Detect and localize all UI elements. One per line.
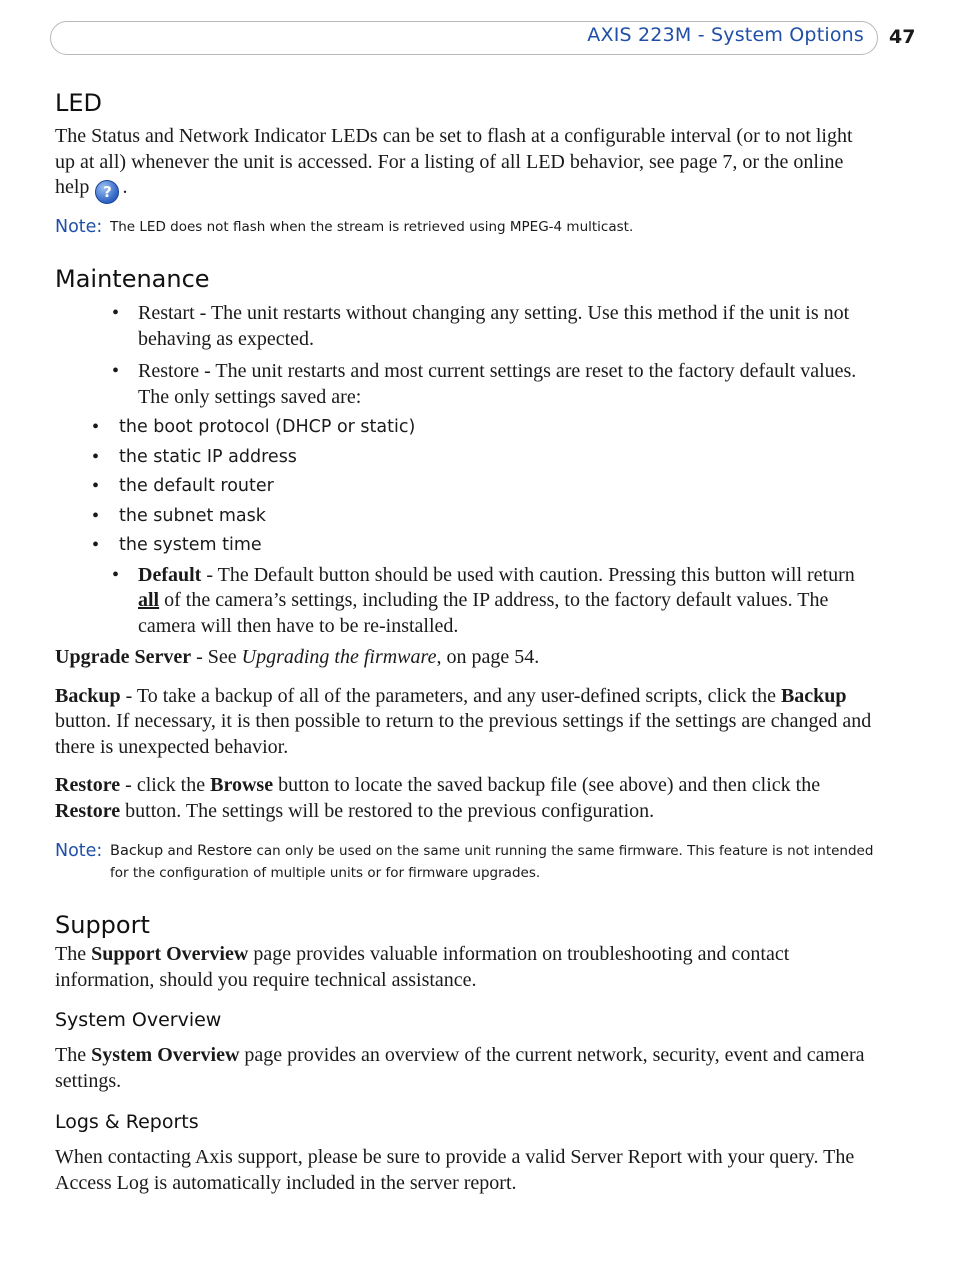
support-heading: Support bbox=[55, 911, 150, 939]
logs-reports-heading: Logs & Reports bbox=[55, 1111, 199, 1133]
led-paragraph: The Status and Network Indicator LEDs can be set to flash at a configurable interval (or to not light up at all) whenever the unit is accessed. For a listing of all LED behavior, see page 7, or the online help ? . bbox=[55, 124, 875, 204]
header-title: AXIS 223M - System Options bbox=[587, 24, 864, 46]
page-number: 47 bbox=[889, 26, 916, 48]
maintenance-note bbox=[55, 840, 875, 884]
note-text: Backup and Restore can only be used on the same unit running the same firmware. This feature is not intended for the configuration of multiple units or for firmware upgrades. bbox=[110, 843, 874, 881]
upgrade-paragraph: Upgrade Server - See Upgrading the firmware, on page 54. bbox=[55, 646, 540, 668]
help-icon[interactable]: ? bbox=[95, 180, 119, 204]
restore-paragraph: Restore - click the Browse button to locate the saved backup file (see above) and then click the Restore button. The settings will be restored to the previous configuration. bbox=[55, 774, 821, 822]
list-item-restore: • Restore - The unit restarts and most current settings are reset to the factory default values. The only settings saved are: bbox=[112, 360, 857, 408]
upgrade-link[interactable]: Upgrading the firmware bbox=[241, 646, 437, 668]
system-overview-heading: System Overview bbox=[55, 1009, 222, 1031]
note-text: The LED does not flash when the stream is retrieved using MPEG-4 multicast. bbox=[110, 219, 634, 235]
note-label: Note: bbox=[55, 217, 103, 237]
list-item: • the boot protocol (DHCP or static) bbox=[92, 416, 416, 438]
backup-paragraph: Backup - To take a backup of all of the parameters, and any user-defined scripts, click the Backup button. If necessary, it is then possible to return to the previous settings if the settings are changed and there is unexpected behavior. bbox=[55, 684, 872, 758]
list-item-default: • Default - The Default button should be used with caution. Pressing this button will return all of the camera’s settings, including the IP address, to the factory default values. The camera will then have to be re-installed. bbox=[112, 563, 855, 637]
list-item: • the system time bbox=[92, 534, 262, 556]
system-overview-paragraph: The System Overview page provides an overview of the current network, security, event and camera settings. bbox=[55, 1044, 865, 1092]
led-note bbox=[55, 216, 875, 238]
list-item: • the subnet mask bbox=[92, 504, 266, 527]
note-label: Note: bbox=[55, 841, 103, 861]
support-paragraph: The Support Overview page provides valuable information on troubleshooting and contact information, should you require technical assistance. bbox=[55, 943, 790, 991]
maintenance-heading: Maintenance bbox=[55, 265, 210, 293]
logs-reports-paragraph: When contacting Axis support, please be sure to provide a valid Server Report with your query. The Access Log is automatically included in the server report. bbox=[55, 1146, 855, 1194]
saved-settings-list bbox=[55, 413, 875, 561]
maintenance-list bbox=[55, 301, 875, 410]
default-list bbox=[55, 563, 875, 640]
led-heading: LED bbox=[55, 89, 103, 117]
list-item: • the static IP address bbox=[92, 445, 297, 468]
list-item-restart: • Restart - The unit restarts without changing any setting. Use this method if the unit is not behaving as expected. bbox=[112, 302, 850, 350]
list-item: • the default router bbox=[92, 475, 274, 497]
page-content bbox=[55, 88, 875, 1196]
